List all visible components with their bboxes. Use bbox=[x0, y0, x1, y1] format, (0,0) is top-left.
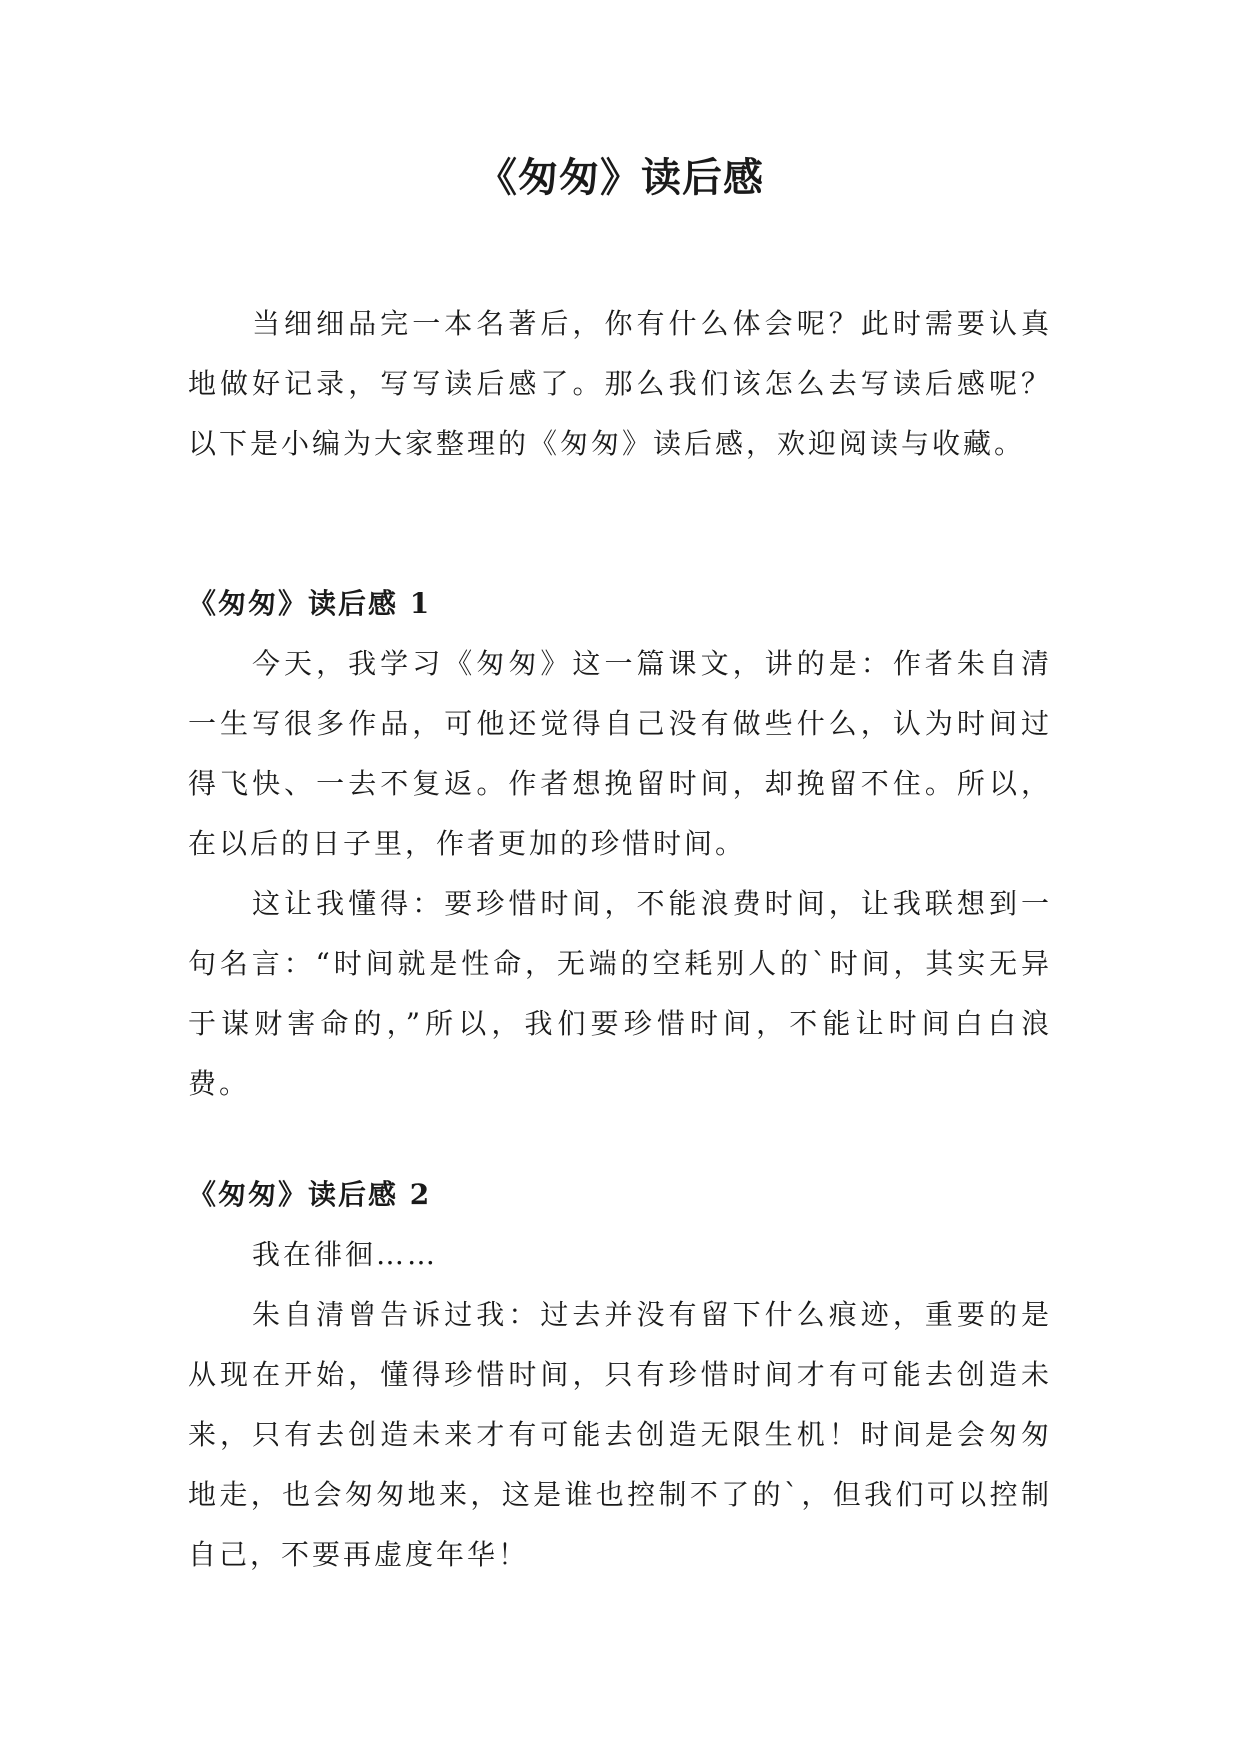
section-1-paragraph-1: 今天，我学习《匆匆》这一篇课文，讲的是：作者朱自清一生写很多作品，可他还觉得自己没有做些什么，认为时间过得飞快、一去不复返。作者想挽留时间，却挽留不住。所以，在以后的日子里，作者更加的珍惜时间。 bbox=[188, 647, 1052, 860]
section-2-paragraph-2: 朱自清曾告诉过我：过去并没有留下什么痕迹，重要的是从现在开始，懂得珍惜时间，只有珍惜时间才有可能去创造未来，只有去创造未来才有可能去创造无限生机！时间是会匆匆地走，也会匆匆地来，这是谁也控制不了的`，但我们可以控制自己，不要再虚度年华！ bbox=[188, 1298, 1052, 1571]
section-heading-1: 《匆匆》读后感 1 bbox=[188, 587, 432, 620]
section-heading-2: 《匆匆》读后感 2 bbox=[188, 1178, 432, 1211]
section-1-paragraph-2: 这让我懂得：要珍惜时间，不能浪费时间，让我联想到一句名言：“时间就是性命，无端的空耗别人的`时间，其实无异于谋财害命的，”所以，我们要珍惜时间，不能让时间白白浪费。 bbox=[188, 887, 1052, 1100]
document-title: 《匆匆》读后感 bbox=[477, 155, 764, 201]
section-2-paragraph-1: 我在徘徊…… bbox=[252, 1238, 439, 1271]
intro-paragraph: 当细细品完一本名著后，你有什么体会呢？此时需要认真地做好记录，写写读后感了。那么我们该怎么去写读后感呢？以下是小编为大家整理的《匆匆》读后感，欢迎阅读与收藏。 bbox=[188, 307, 1052, 460]
